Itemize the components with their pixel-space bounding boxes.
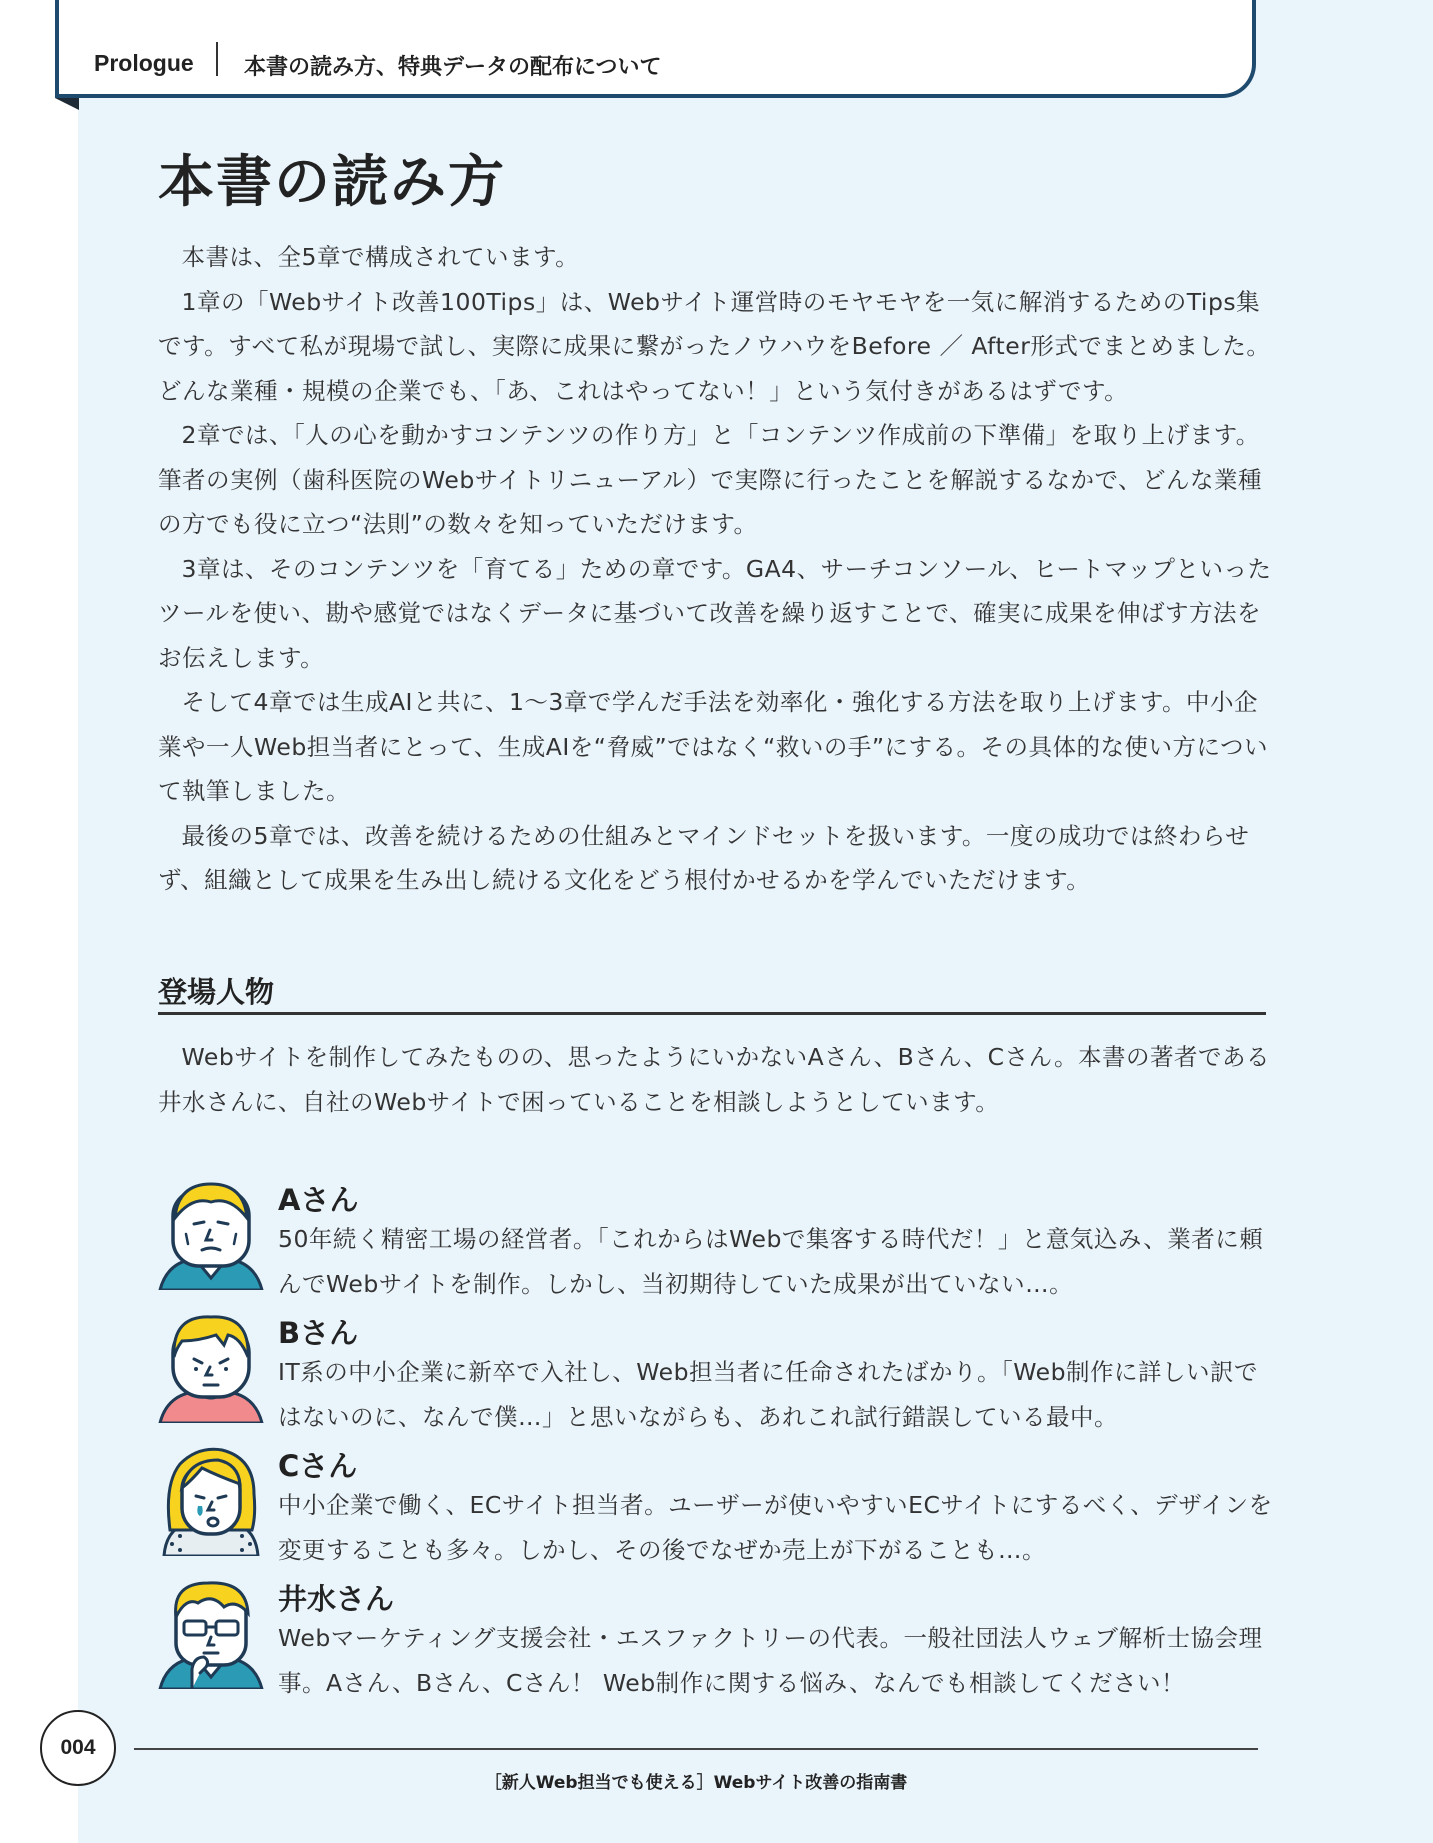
chapter-title: 本書の読み方、特典データの配布について — [244, 55, 662, 80]
chapter-label: Prologue — [94, 50, 194, 76]
character-imizu — [158, 1577, 1278, 1707]
paragraph: 最後の5章では、改善を続けるための仕組みとマインドセットを扱います。一度の成功では終わらせず、組織として成果を生み出し続ける文化をどう根付かせるかを学んでいただけます。 — [158, 821, 1250, 894]
character-a-avatar-icon — [158, 1178, 264, 1290]
paragraph: 本書は、全5章で構成されています。 — [181, 243, 580, 271]
header-divider — [216, 42, 218, 76]
character-description: 中小企業で働く、ECサイト担当者。ユーザーが使いやすいECサイトにするべく、デザインを変更することも多々。しかし、その後でなぜか売上が下がることも…。 — [278, 1491, 1273, 1564]
character-c — [158, 1444, 1278, 1574]
section-intro: Webサイトを制作してみたものの、思ったようにいかないAさん、Bさん、Cさん。本書の著者である井水さんに、自社のWebサイトで困っていることを相談しようとしています。 — [158, 1043, 1270, 1116]
character-name: Aさん — [278, 1183, 359, 1217]
paragraph: 2章では、「人の心を動かすコンテンツの作り方」と「コンテンツ作成前の下準備」を取り上げます。筆者の実例（歯科医院のWebサイトリニューアル）で実際に行ったことを解説するなかで、どんな業種の方でも役に立つ“法則”の数々を知っていただけます。 — [158, 421, 1263, 538]
character-name: Cさん — [278, 1449, 358, 1483]
character-name: 井水さん — [278, 1582, 395, 1616]
character-c-avatar-icon — [158, 1444, 264, 1556]
chapter-header-tab — [55, 0, 1256, 98]
page-title: 本書の読み方 — [158, 150, 506, 215]
character-description: 50年続く精密工場の経営者。「これからはWebで集客する時代だ！」と意気込み、業者に頼んでWebサイトを制作。しかし、当初期待していた成果が出ていない…。 — [278, 1225, 1264, 1298]
header-fold-decoration — [55, 98, 79, 110]
book-title: ［新人Web担当でも使える］Webサイト改善の指南書 — [484, 1773, 908, 1793]
character-name: Bさん — [278, 1316, 359, 1350]
paragraph: 1章の「Webサイト改善100Tips」は、Webサイト運営時のモヤモヤを一気に解消するためのTips集です。すべて私が現場で試し、実際に成果に繋がったノウハウをBefore ／ After形式でまとめました。どんな業種・規模の企業でも、「あ、これはやってない！」という気付きがあるはずです。 — [158, 287, 1271, 405]
body-text — [158, 235, 1274, 903]
character-b — [158, 1311, 1278, 1441]
footer-divider — [134, 1748, 1258, 1750]
character-a — [158, 1178, 1278, 1308]
paragraph: そして4章では生成AIと共に、1～3章で学んだ手法を効率化・強化する方法を取り上げます。中小企業や一人Web担当者にとって、生成AIを“脅威”ではなく“救いの手”にする。その具体的な使い方について執筆しました。 — [158, 688, 1269, 805]
paragraph: 3章は、そのコンテンツを「育てる」ための章です。GA4、サーチコンソール、ヒートマップといったツールを使い、勘や感覚ではなくデータに基づいて改善を繰り返すことで、確実に成果を伸ばす方法をお伝えします。 — [158, 554, 1272, 672]
section-heading: 登場人物 — [158, 975, 275, 1009]
character-description: Webマーケティング支援会社・エスファクトリーの代表。一般社団法人ウェブ解析士協会理事。Aさん、Bさん、Cさん！ Web制作に関する悩み、なんでも相談してください！ — [278, 1624, 1263, 1697]
page-number: 004 — [40, 1710, 116, 1786]
character-b-avatar-icon — [158, 1311, 264, 1423]
character-imizu-avatar-icon — [158, 1577, 264, 1689]
character-description: IT系の中小企業に新卒で入社し、Web担当者に任命されたばかり。「Web制作に詳しい訳ではないのに、なんで僕…」と思いながらも、あれこれ試行錯誤している最中。 — [278, 1358, 1259, 1431]
section-underline — [158, 1012, 1266, 1015]
